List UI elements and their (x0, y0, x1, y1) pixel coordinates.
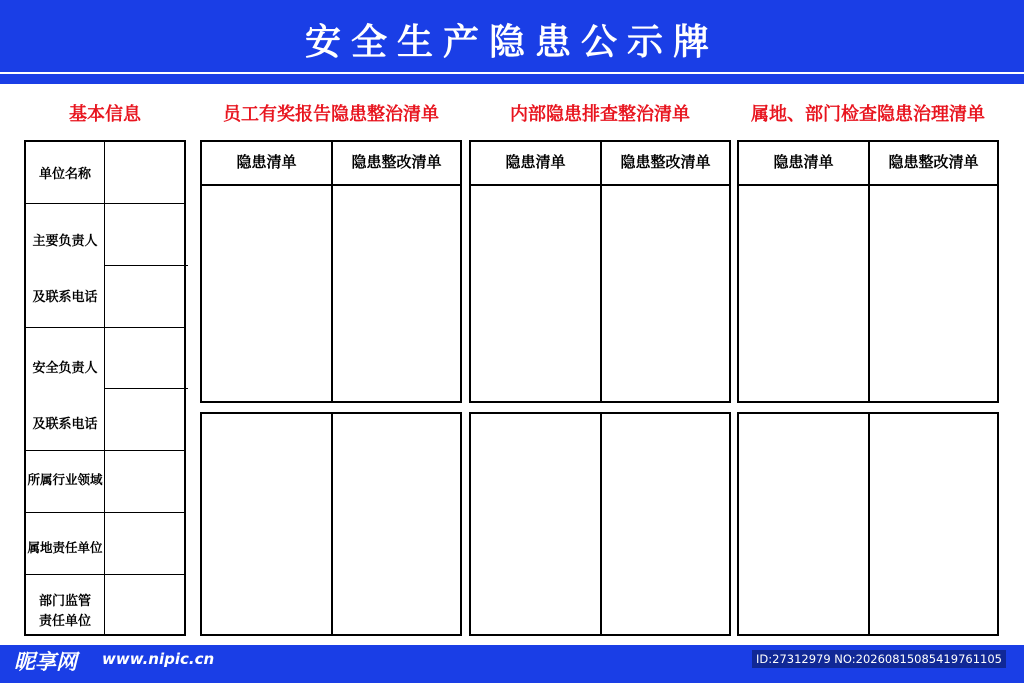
column-header-hazard-list: 隐患清单 (505, 153, 566, 171)
employee-report-board-top (200, 140, 462, 403)
table-divider (331, 142, 333, 401)
column-header-hazard-list: 隐患清单 (236, 153, 297, 171)
section-title-internal-check: 内部隐患排查整治清单 (510, 104, 690, 125)
image-id-text: ID:27312979 NO:20260815085419761105 (752, 650, 1006, 668)
table-divider (26, 574, 184, 575)
internal-check-board-bottom (469, 412, 731, 636)
table-divider (868, 414, 870, 634)
table-divider (868, 142, 870, 401)
section-title-local-inspection: 属地、部门检查隐患治理清单 (751, 104, 985, 125)
header-band (0, 74, 1024, 84)
watermark-url: www.nipic.cn (102, 650, 215, 668)
table-divider (26, 450, 184, 451)
section-title-employee-report: 员工有奖报告隐患整治清单 (223, 104, 439, 125)
internal-check-board-top (469, 140, 731, 403)
table-divider (104, 388, 188, 389)
label-dept-supervision: 部门监管 (38, 594, 91, 609)
label-main-person: 主要负责人 (32, 234, 98, 249)
table-divider (26, 203, 184, 204)
table-divider (26, 512, 184, 513)
basic-info-table (24, 140, 186, 636)
label-dept-responsible: 责任单位 (38, 614, 91, 629)
local-inspection-board-bottom (737, 412, 999, 636)
label-safety-contact: 及联系电话 (32, 417, 98, 432)
column-header-rectification-list: 隐患整改清单 (351, 153, 442, 171)
page-title: 安全生产隐患公示牌 (304, 21, 719, 63)
table-divider (600, 414, 602, 634)
table-divider (104, 265, 188, 266)
section-title-basic-info: 基本信息 (69, 104, 141, 125)
label-industry: 所属行业领域 (27, 472, 103, 487)
column-header-hazard-list: 隐患清单 (773, 153, 834, 171)
local-inspection-board-top (737, 140, 999, 403)
label-unit-name: 单位名称 (38, 167, 91, 182)
label-local-unit: 属地责任单位 (27, 540, 103, 555)
column-header-rectification-list: 隐患整改清单 (888, 153, 979, 171)
label-main-contact: 及联系电话 (32, 290, 98, 305)
employee-report-board-bottom (200, 412, 462, 636)
table-divider (26, 327, 184, 328)
watermark-logo: 昵享网 (14, 650, 77, 674)
column-header-rectification-list: 隐患整改清单 (620, 153, 711, 171)
table-divider (331, 414, 333, 634)
table-divider (600, 142, 602, 401)
label-safety-person: 安全负责人 (32, 361, 98, 376)
